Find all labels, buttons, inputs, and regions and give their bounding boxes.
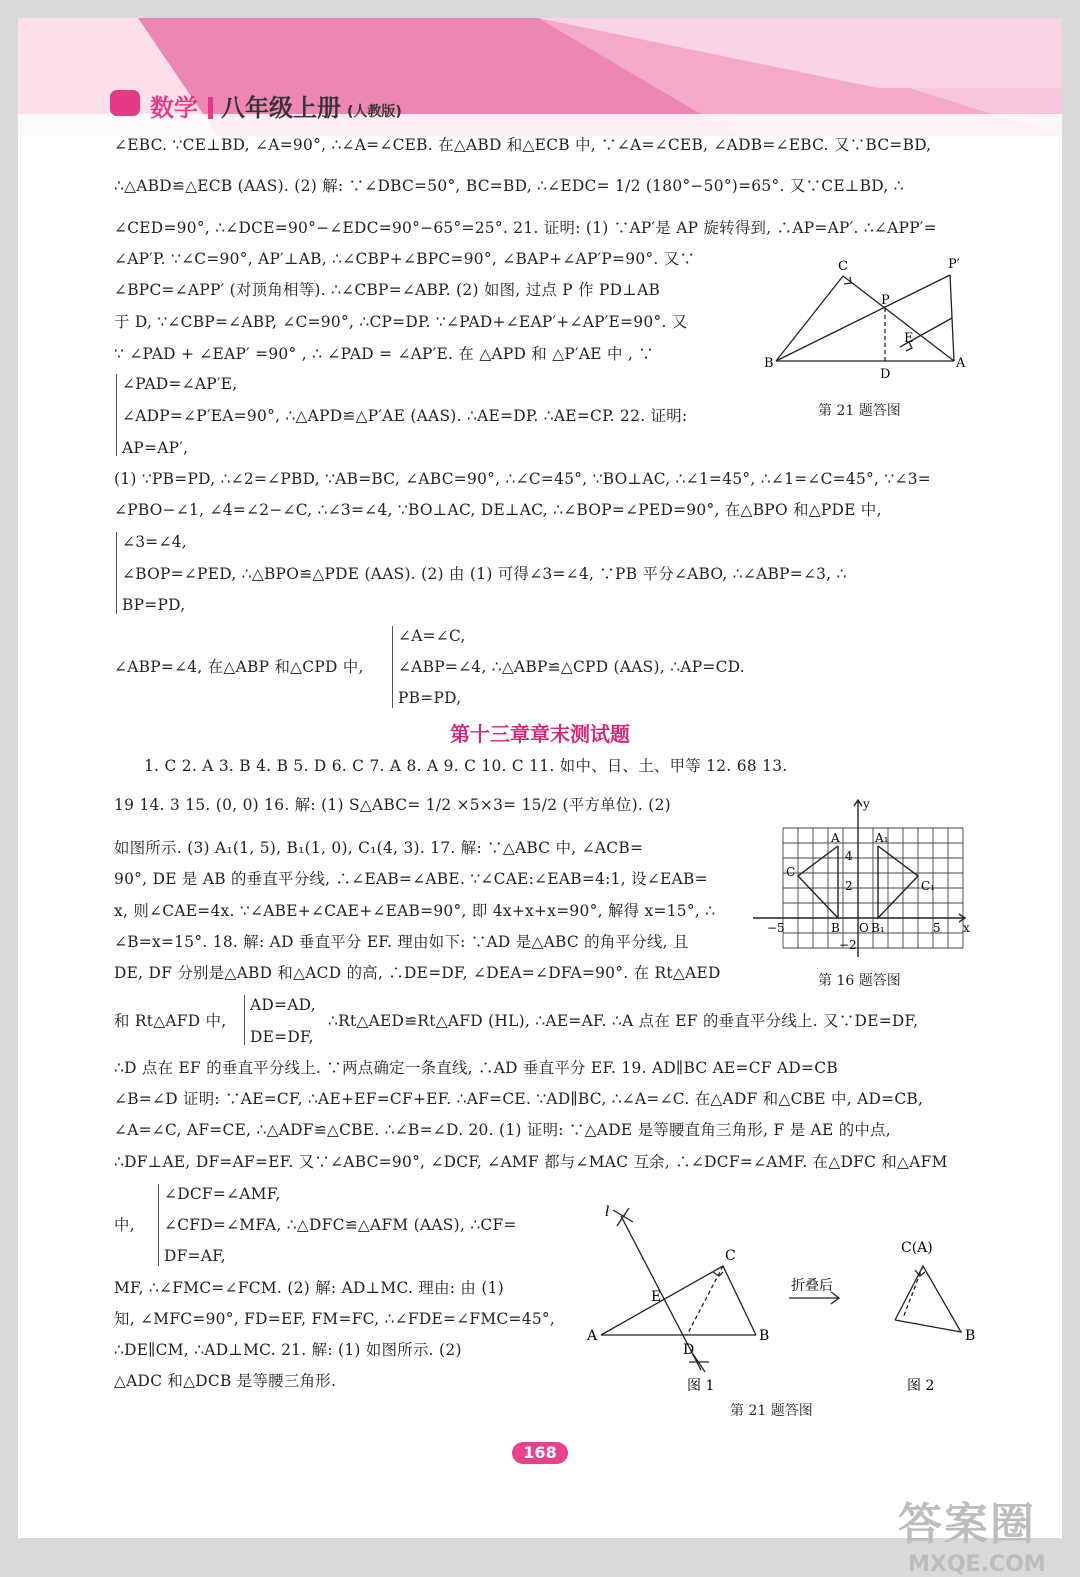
- page-number: 168: [512, 1442, 568, 1464]
- text-line: ∴D 点在 EF 的垂直平分线上. ∵两点确定一条直线, ∴AD 垂直平分 EF. 19. AD∥BC AE=CF AD=CB: [114, 1059, 838, 1077]
- fig21b-caption-2: 图 2: [907, 1378, 935, 1394]
- fig16-label-b: B: [831, 921, 840, 935]
- brace: [244, 995, 245, 1045]
- fig16-label-c1: C₁: [921, 879, 935, 893]
- text-line: ∠AP′P. ∵∠C=90°, AP′⊥AB, ∴∠CBP+∠BPC=90°, ∠BAP+∠AP′P=90°. 又∵: [114, 250, 696, 268]
- text-line: ∠CFD=∠MFA, ∴△DFC≌△AFM (AAS), ∴CF=: [164, 1216, 517, 1234]
- fig16-caption: 第 16 题答图: [818, 973, 901, 989]
- fig21-label-d: D: [880, 367, 891, 382]
- text-line: MF, ∴∠FMC=∠FCM. (2) 解: AD⊥MC. 理由: 由 (1): [114, 1279, 505, 1297]
- text-line: 90°, DE 是 AB 的垂直平分线, ∴∠EAB=∠ABE. ∵∠CAE:∠EAB=4:1, 设∠EAB=: [114, 870, 708, 888]
- watermark-line1: 答案圈: [898, 1499, 1036, 1550]
- text-line: ∠EBC. ∵CE⊥BD, ∠A=90°, ∴∠A=∠CEB. 在△ABD 和△ECB 中, ∵∠A=∠CEB, ∠ADB=∠EBC. 又∵BC=BD,: [114, 136, 932, 154]
- fig21-label-e: E: [904, 331, 914, 346]
- text-line: 19 14. 3 15. (0, 0) 16. 解: (1) S△ABC= 1/2 ×5×3= 15/2 (平方单位). (2): [114, 796, 671, 814]
- fig16-tick-5: 5: [933, 921, 941, 935]
- text-line: ∠B=∠D 证明: ∵AE=CF, ∴AE+EF=CF+EF. ∴AF=CE. ∵AD∥BC, ∴∠A=∠C. 在△ADF 和△CBE 中, AD=CB,: [114, 1090, 924, 1108]
- fig16-tick-4: 4: [845, 849, 853, 863]
- text-line: ∴△ABD≌△ECB (AAS). (2) 解: ∵∠DBC=50°, BC=BD, ∴∠EDC= 1/2 (180°−50°)=65°. 又∵CE⊥BD, ∴: [114, 177, 904, 195]
- text-line: 中,: [114, 1216, 135, 1234]
- text-line: (1) ∵PB=PD, ∴∠2=∠PBD, ∵AB=BC, ∠ABC=90°, ∴∠C=45°, ∵BO⊥AC, ∴∠1=45°, ∴∠1=∠C=45°, ∵∠3=: [114, 470, 931, 488]
- text-line: 知, ∠MFC=90°, FD=EF, FM=FC, ∴∠FDE=∠FMC=45°,: [114, 1310, 556, 1328]
- text-line: ∠ADP=∠P′EA=90°, ∴△APD≌△P′AE (AAS). ∴AE=DP. ∴AE=CP. 22. 证明:: [122, 407, 688, 425]
- fig21-top-caption: 第 21 题答图: [818, 403, 901, 419]
- fig21-label-p1: P′: [948, 257, 960, 272]
- text-line: ∠DCF=∠AMF,: [164, 1185, 281, 1203]
- fig21-label-p: P: [881, 293, 890, 308]
- brace: [116, 374, 117, 456]
- brace: [158, 1184, 159, 1266]
- brace: [392, 626, 393, 708]
- text-line: ∴DE∥CM, ∴AD⊥MC. 21. 解: (1) 如图所示. (2): [114, 1341, 462, 1359]
- fig16-tick-m2: −2: [839, 938, 857, 952]
- text-line: ∵ ∠PAD + ∠EAP′ =90° , ∴ ∠PAD = ∠AP′E. 在 △APD 和 △P′AE 中 , ∵: [114, 345, 654, 363]
- text-line: BP=PD,: [122, 596, 186, 614]
- text-line: ∴Rt△AED≌Rt△AFD (HL), ∴AE=AF. ∴A 点在 EF 的垂直平分线上. 又∵DE=DF,: [328, 1012, 919, 1030]
- fig16-tick-m5: −5: [767, 921, 785, 935]
- text-line: ∴DF⊥AE, DF=AF=EF. 又∵∠ABC=90°, ∠DCF, ∠AMF 都与∠MAC 互余, ∴∠DCF=∠AMF. 在△DFC 和△AFM: [114, 1153, 948, 1171]
- text-line: ∠PBO−∠1, ∠4=∠2−∠C, ∴∠3=∠4, ∵BO⊥AC, DE⊥AC, ∴∠BOP=∠PED=90°, 在△BPO 和△PDE 中,: [114, 501, 882, 519]
- text-line: AP=AP′,: [122, 439, 189, 457]
- fig21b-label-l: l: [605, 1204, 610, 1220]
- fig21b-label-e: E: [651, 1289, 662, 1305]
- fig21b-label-ca: C(A): [901, 1240, 933, 1256]
- text-line: ∠A=∠C,: [398, 627, 466, 645]
- fig16-label-b1: B₁: [871, 921, 885, 935]
- text-line: ∠CED=90°, ∴∠DCE=90°−∠EDC=90°−65°=25°. 21. 证明: (1) ∵AP′是 AP 旋转得到, ∴AP=AP′. ∴∠APP′=: [114, 219, 937, 237]
- text-line: x, 则∠CAE=4x. ∵∠ABE+∠CAE+∠EAB=90°, 即 4x+x+x=90°, 解得 x=15°, ∴: [114, 902, 716, 920]
- page: [18, 18, 1062, 1577]
- fig21-bottom-caption: 第 21 题答图: [730, 1403, 813, 1419]
- fig21b-label-b2: B: [965, 1328, 976, 1344]
- header-subject: 数学: [150, 94, 198, 122]
- text-line: ∠3=∠4,: [122, 533, 187, 551]
- fig21-label-c: C: [838, 259, 848, 274]
- text-line: DF=AF,: [164, 1247, 227, 1265]
- fig21-label-b: B: [764, 356, 774, 371]
- fig21b-label-d: D: [683, 1342, 695, 1358]
- fig21-label-a: A: [956, 356, 966, 371]
- fig16-label-o: O: [859, 921, 869, 935]
- text-line: ∠B=x=15°. 18. 解: AD 垂直平分 EF. 理由如下: ∵AD 是△ABC 的角平分线, 且: [114, 933, 689, 951]
- fig21b-fold-label: 折叠后: [791, 1278, 833, 1294]
- fig16-label-c: C: [786, 865, 796, 879]
- header-title: [110, 88, 402, 123]
- text-line: ∠ABP=∠4, 在△ABP 和△CPD 中,: [114, 658, 364, 676]
- header-edition: (人教版): [347, 104, 402, 120]
- text-line: △ADC 和△DCB 是等腰三角形.: [114, 1372, 337, 1390]
- fig16-label-x: x: [963, 921, 970, 935]
- fig16-tick-2: 2: [845, 879, 853, 893]
- fig16-label-a1: A₁: [875, 831, 889, 845]
- text-line: ∠BOP=∠PED, ∴△BPO≌△PDE (AAS). (2) 由 (1) 可得∠3=∠4, ∵PB 平分∠ABO, ∴∠ABP=∠3, ∴: [122, 565, 847, 583]
- text-line: 于 D, ∵∠CBP=∠ABP, ∠C=90°, ∴CP=DP. ∵∠PAD+∠EAP′+∠AP′E=90°. 又: [114, 313, 688, 331]
- brace: [116, 532, 117, 614]
- header-divider: [208, 97, 213, 119]
- fig21b-caption-1: 图 1: [687, 1378, 715, 1394]
- text-line: ∠ABP=∠4, ∴△ABP≌△CPD (AAS), ∴AP=CD.: [398, 658, 745, 676]
- fig21b-label-b: B: [759, 1328, 770, 1344]
- watermark: [898, 1488, 1046, 1577]
- fig21b-label-c: C: [725, 1248, 736, 1264]
- fig21b-label-a: A: [587, 1328, 598, 1344]
- header-grade: 八年级上册: [221, 94, 341, 122]
- watermark-line2: MXQE.COM: [908, 1552, 1046, 1577]
- fig16-label-a: A: [831, 831, 840, 845]
- text-line: ∠PAD=∠AP′E,: [122, 375, 238, 393]
- section-title: 第十三章章末测试题: [450, 722, 630, 746]
- figure-21-top: [758, 254, 968, 384]
- text-line: 和 Rt△AFD 中,: [114, 1012, 227, 1030]
- text-line: PB=PD,: [398, 689, 462, 707]
- figure-16-grid: [753, 792, 983, 962]
- figure-21-bottom: [573, 1194, 993, 1394]
- text-line: 1. C 2. A 3. B 4. B 5. D 6. C 7. A 8. A 9. C 10. C 11. 如中、日、土、甲等 12. 68 13.: [144, 757, 788, 775]
- text-line: ∠A=∠C, AF=CE, ∴△ADF≌△CBE. ∴∠B=∠D. 20. (1) 证明: ∵△ADE 是等腰直角三角形, F 是 AE 的中点,: [114, 1121, 891, 1139]
- text-line: AD=AD,: [250, 996, 316, 1014]
- text-line: DE=DF,: [250, 1028, 314, 1046]
- text-line: ∠BPC=∠APP′ (对顶角相等). ∴∠CBP=∠ABP. (2) 如图, 过点 P 作 PD⊥AB: [114, 281, 661, 299]
- text-line: 如图所示. (3) A₁(1, 5), B₁(1, 0), C₁(4, 3). 17. 解: ∵△ABC 中, ∠ACB=: [114, 839, 644, 857]
- fig16-label-y: y: [863, 797, 870, 811]
- text-line: DE, DF 分别是△ABD 和△ACD 的高, ∴DE=DF, ∠DEA=∠DFA=90°. 在 Rt△AED: [114, 964, 721, 982]
